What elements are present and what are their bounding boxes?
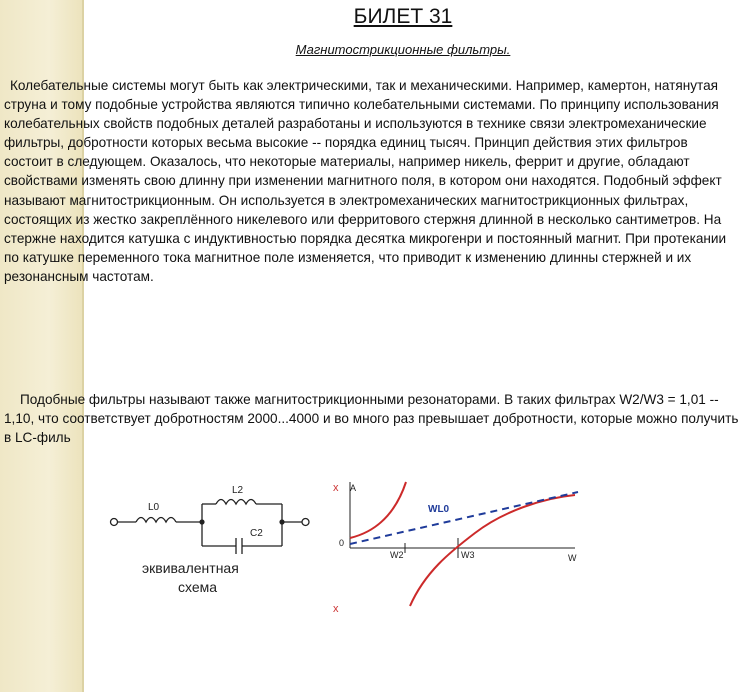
y-axis-marker: x xyxy=(333,482,339,494)
circuit-caption-line1: эквивалентная xyxy=(142,560,239,576)
equivalent-circuit-diagram xyxy=(100,478,330,603)
tick-label-w3: W3 xyxy=(461,550,475,560)
bottom-marker: x xyxy=(333,603,339,615)
page-subtitle: Магнитострикционные фильтры. xyxy=(295,42,511,57)
frequency-response-graph xyxy=(330,470,580,620)
inductor-l0 xyxy=(136,518,176,523)
inductor-l2 xyxy=(216,500,256,505)
page-title: БИЛЕТ 31 xyxy=(353,5,453,28)
reactance-curve-left xyxy=(350,482,406,538)
label-l2: L2 xyxy=(232,485,244,496)
junction-left xyxy=(199,519,204,524)
paragraph-intro: Колебательные системы могут быть как электрическими, так и механическими. Например, камертон, натянутая струна и тому подобные устройства являются типично колебательными системами. По принципу использования колебательных свойств подобных деталей разработаны и используются в технике связи электромеханические фильтры, добротности которых весьма высокие -- порядка единиц тысяч. Принцип действия этих фильтров состоит в следующем. Оказалось, что некоторые материалы, например никель, феррит и другие, обладают свойствами изменять свою длинну при изменении магнитного поля, в котором они находятся. Подобный эффект называют магнитострикционным. Он используется в электромеханических магнитострикционных фильтрах, состоящих из жестко закреплённого никелевого или ферритового стержня длинной в несколько сантиметров. На стержне находится катушка с индуктивностью порядка десятка микрогенри и постоянный магнит. При протекании по катушке переменного тока магнитное поле изменяется, что приводит к изменению длинны стержней и их резонансным частотам. xyxy=(4,78,727,284)
circuit-caption-line2: схема xyxy=(178,579,218,595)
junction-right xyxy=(279,519,284,524)
origin-label: 0 xyxy=(339,538,345,548)
tick-label-w2: W2 xyxy=(390,550,404,560)
output-terminal xyxy=(302,519,309,526)
input-terminal xyxy=(111,519,118,526)
y-axis-label: A xyxy=(350,483,357,493)
paragraph-resonators: Подобные фильтры называют также магнитострикционными резонаторами. В таких фильтрах W2/W3 = 1,01 -- 1,10, что соответствует добротностям 2000...4000 и во много раз превышает добротности, которые можно получить в LC-филь xyxy=(4,392,739,446)
label-l0: L0 xyxy=(148,502,160,513)
x-axis-label: W xyxy=(568,553,577,563)
label-c2: C2 xyxy=(250,528,263,539)
wl0-label: WL0 xyxy=(428,504,450,515)
